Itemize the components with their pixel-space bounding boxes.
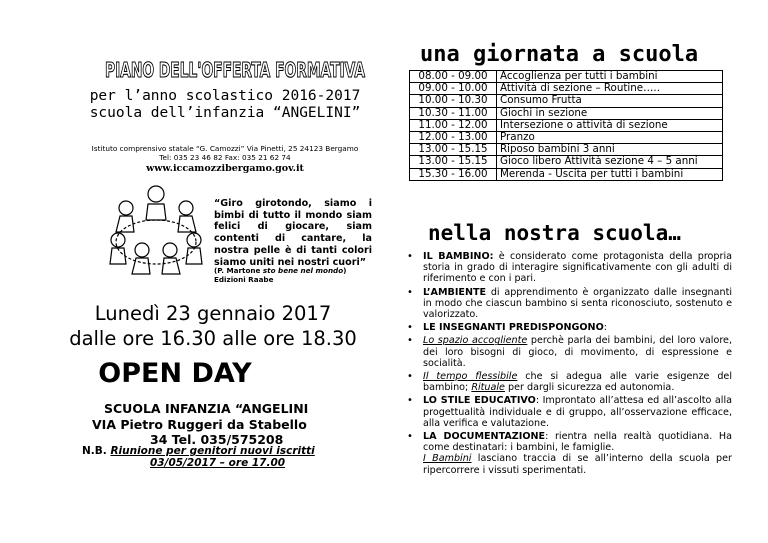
- item-text: : Improntato all’attesa ed all’ascolto alla progettualità individuale e di gruppo, all’osservazione efficace, alla verifica e valutazione.: [423, 395, 732, 429]
- schedule-time: 10.00 - 10.30: [410, 95, 497, 107]
- institute-address: Istituto comprensivo statale “G. Camozzi” Via Pinetti, 25 24123 Bergamo: [91, 144, 359, 153]
- nb-prefix: N.B.: [82, 445, 111, 457]
- schedule-time: 12.00 - 13.00: [410, 132, 497, 144]
- schedule-time: 13.00 - 15.15: [410, 156, 497, 168]
- list-item: • IL BAMBINO: è considerato come protagonista della propria storia in grado di interagire significativamente con gli adulti di riferimento e con i pari.: [407, 251, 733, 285]
- schedule-time: 10.30 - 11.00: [410, 107, 497, 119]
- table-row: [410, 107, 723, 119]
- item-text: lasciano traccia di se all’interno della scuola per ripercorrere i vissuti sperimentati.: [423, 453, 732, 476]
- schedule-time: 15.30 - 16.00: [410, 168, 497, 180]
- pof-banner-text: PIANO DELL'OFFERTA FORMATIVA: [105, 58, 366, 82]
- our-school-title: nella nostra scuola…: [428, 221, 681, 245]
- schedule-time: 08.00 - 09.00: [410, 71, 497, 83]
- item-heading: I Bambini: [423, 453, 472, 465]
- schedule-activity: Merenda - Uscita per tutti i bambini: [497, 168, 723, 180]
- event-hours: dalle ore 16.30 alle ore 18.30: [69, 327, 357, 350]
- school-name: SCUOLA INFANZIA “ANGELINI: [104, 401, 309, 416]
- schedule-activity: Intersezione o attività di sezione: [497, 119, 723, 131]
- nb-meeting: Riunione per genitori nuovi iscritti: [110, 445, 315, 457]
- schedule-activity: Giochi in sezione: [497, 107, 723, 119]
- pof-banner-title: [100, 54, 370, 84]
- list-item: • LA DOCUMENTAZIONE: rientra nella realtà quotidiana. Ha come destinatari: i bambini, le famiglie.: [407, 431, 732, 454]
- nb-meeting-date: 03/05/2017 – ore 17.00: [150, 456, 286, 469]
- school-phone: 34 Tel. 035/575208: [150, 432, 284, 447]
- daily-schedule-table: [409, 70, 723, 181]
- poem-publisher: ) Edizioni Raabe: [214, 266, 347, 284]
- poem-author: (P. Martone: [214, 266, 263, 275]
- schedule-activity: Gioco libero Attività sezione 4 – 5 anni: [497, 156, 723, 168]
- school-street: VIA Pietro Ruggeri da Stabello: [92, 416, 307, 432]
- item-heading: LE INSEGNANTI PREDISPONGONO: [423, 322, 604, 334]
- item-heading: Lo spazio accogliente: [423, 335, 528, 347]
- institute-phone: Tel: 035 23 46 82 Fax: 035 21 62 74: [159, 152, 291, 162]
- item-text: è considerato come protagonista della propria storia in grado di interagire significativamente con gli adulti di riferimento e con i pari.: [423, 251, 733, 285]
- children-circle-illustration: [104, 180, 209, 280]
- schedule-time: 13.00 - 15.15: [410, 144, 497, 156]
- school-address-block: [78, 401, 348, 448]
- event-date: [58, 301, 368, 351]
- schedule-activity: Accoglienza per tutti i bambini: [497, 71, 723, 83]
- website-link[interactable]: www.iccamozzibergamo.gov.it: [146, 163, 304, 174]
- daily-schedule-title: una giornata a scuola: [420, 42, 699, 67]
- item-heading: IL BAMBINO:: [423, 251, 494, 262]
- item-heading: L’AMBIENTE: [423, 286, 487, 298]
- item-heading: LA DOCUMENTAZIONE: [423, 431, 546, 443]
- table-row: [410, 168, 723, 180]
- school-principles-list: [405, 251, 732, 478]
- item-text: perchè parla dei bambini, del loro valore, dei loro bisogni di gioco, di movimento, di espressione e socialità.: [423, 335, 732, 369]
- schedule-activity: Pranzo: [497, 132, 723, 144]
- table-row: [410, 144, 723, 156]
- item-emphasis: Rituale: [471, 382, 505, 394]
- event-day: Lunedì 23 gennaio 2017: [94, 302, 332, 325]
- table-row: [410, 119, 723, 131]
- poem-text: “Giro girotondo, siamo i bimbi di tutto il mondo siam felici di giocare, siam contenti di cantare, la nostra pelle è di tanti colori siamo uniti nei nostri cuori”: [214, 198, 372, 268]
- table-row: [410, 83, 723, 95]
- nb-notice: [82, 446, 362, 469]
- list-item: • L’AMBIENTE di apprendimento è organizzato dalle insegnanti in modo che ciascun bambino si senta riconosciuto, sostenuto e valorizzato.: [407, 286, 732, 321]
- schedule-activity: Attività di sezione – Routine…..: [497, 83, 723, 95]
- poem-citation: [214, 267, 372, 284]
- school-name-line: scuola dell’infanzia “ANGELINI”: [89, 105, 361, 121]
- item-text: di apprendimento è organizzato dalle insegnanti in modo che ciascun bambino si senta riconosciuto, sostenuto e valorizzato.: [423, 286, 732, 321]
- schedule-time: 09.00 - 10.00: [410, 83, 497, 95]
- list-item: • LE INSEGNANTI PREDISPONGONO:: [407, 322, 607, 334]
- list-item: • Il tempo flessibile che si adegua alle varie esigenze del bambino; Rituale per dargli sicurezza ed autonomia.: [407, 371, 732, 394]
- list-item: • LO STILE EDUCATIVO: Improntato all’attesa ed all’ascolto alla progettualità individuale e di gruppo, all’osservazione efficace, alla verifica e valutazione.: [407, 395, 732, 429]
- list-item: [405, 453, 732, 475]
- item-text: per dargli sicurezza ed autonomia.: [504, 382, 675, 394]
- poem-work: sto bene nel mondo: [262, 266, 344, 275]
- table-row: [410, 132, 723, 144]
- table-row: [410, 95, 723, 107]
- schedule-time: 11.00 - 12.00: [410, 119, 497, 131]
- item-text: :: [603, 322, 607, 334]
- schedule-activity: Riposo bambini 3 anni: [497, 144, 723, 156]
- institute-info: [60, 145, 390, 162]
- open-day-title: OPEN DAY: [98, 358, 252, 389]
- school-year-heading: [60, 88, 390, 122]
- table-row: [410, 71, 723, 83]
- item-heading: LO STILE EDUCATIVO: [423, 395, 536, 407]
- table-row: [410, 156, 723, 168]
- item-text: che si adegua alle varie esigenze del bambino;: [423, 371, 732, 394]
- school-year-line: per l’anno scolastico 2016-2017: [89, 88, 361, 104]
- list-item: • Lo spazio accogliente perchè parla dei bambini, del loro valore, dei loro bisogni di gioco, di movimento, di espressione e socialità.: [407, 335, 732, 369]
- schedule-activity: Consumo Frutta: [497, 95, 723, 107]
- item-text: : rientra nella realtà quotidiana. Ha come destinatari: i bambini, le famiglie.: [423, 431, 732, 454]
- item-heading: Il tempo flessibile: [423, 371, 518, 383]
